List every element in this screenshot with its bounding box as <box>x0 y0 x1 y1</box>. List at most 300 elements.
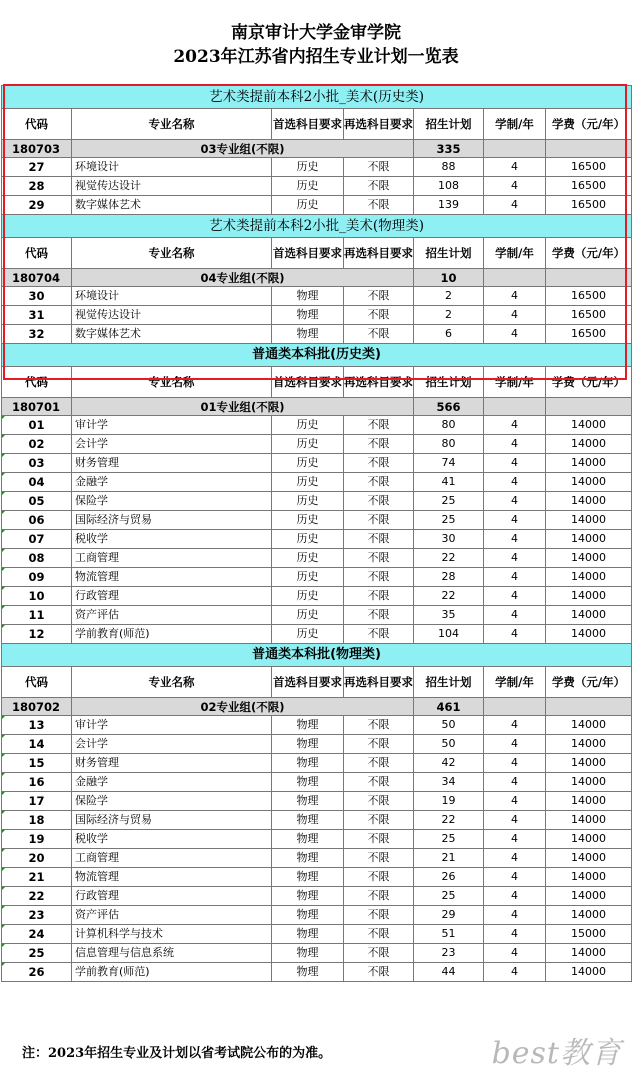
major-name: 国际经济与贸易 <box>72 511 272 530</box>
header-second-subject: 再选科目要求 <box>344 109 414 140</box>
table-row <box>2 735 632 754</box>
group-empty-cell <box>546 269 632 287</box>
second-subject: 不限 <box>344 306 414 325</box>
first-subject: 物理 <box>272 716 344 735</box>
tuition-fee: 16500 <box>546 196 632 215</box>
group-code: 180704 <box>2 269 72 287</box>
plan-count: 50 <box>414 716 484 735</box>
header-major: 专业名称 <box>72 367 272 398</box>
header-code: 代码 <box>2 367 72 398</box>
tuition-fee: 14000 <box>546 530 632 549</box>
plan-count: 23 <box>414 944 484 963</box>
study-years: 4 <box>484 325 546 344</box>
major-name: 国际经济与贸易 <box>72 811 272 830</box>
group-plan: 10 <box>414 269 484 287</box>
major-name: 会计学 <box>72 435 272 454</box>
document-title-line2: 2023年江苏省内招生专业计划一览表 <box>173 47 459 67</box>
header-row <box>2 109 632 140</box>
major-name: 学前教育(师范) <box>72 625 272 644</box>
major-code: 19 <box>2 830 72 849</box>
table-row <box>2 196 632 215</box>
section-title-row <box>2 86 632 109</box>
study-years: 4 <box>484 906 546 925</box>
major-name: 税收学 <box>72 830 272 849</box>
section-title-row <box>2 215 632 238</box>
plan-count: 34 <box>414 773 484 792</box>
header-first-subject: 首选科目要求 <box>272 367 344 398</box>
tuition-fee: 14000 <box>546 473 632 492</box>
plan-count: 108 <box>414 177 484 196</box>
header-second-subject: 再选科目要求 <box>344 667 414 698</box>
plan-count: 41 <box>414 473 484 492</box>
plan-count: 25 <box>414 511 484 530</box>
tuition-fee: 14000 <box>546 944 632 963</box>
header-plan: 招生计划 <box>414 367 484 398</box>
table-row <box>2 530 632 549</box>
plan-count: 80 <box>414 435 484 454</box>
major-code: 07 <box>2 530 72 549</box>
major-code: 01 <box>2 416 72 435</box>
study-years: 4 <box>484 306 546 325</box>
major-name: 保险学 <box>72 792 272 811</box>
major-code: 04 <box>2 473 72 492</box>
second-subject: 不限 <box>344 177 414 196</box>
plan-count: 139 <box>414 196 484 215</box>
group-name: 03专业组(不限) <box>72 140 414 158</box>
second-subject: 不限 <box>344 606 414 625</box>
table-row <box>2 587 632 606</box>
table-row <box>2 754 632 773</box>
header-fee: 学费（元/年） <box>546 109 632 140</box>
plan-count: 21 <box>414 849 484 868</box>
study-years: 4 <box>484 811 546 830</box>
major-code: 02 <box>2 435 72 454</box>
table-row <box>2 625 632 644</box>
second-subject: 不限 <box>344 830 414 849</box>
tuition-fee: 16500 <box>546 325 632 344</box>
major-code: 27 <box>2 158 72 177</box>
study-years: 4 <box>484 849 546 868</box>
header-plan: 招生计划 <box>414 667 484 698</box>
first-subject: 物理 <box>272 811 344 830</box>
first-subject: 物理 <box>272 306 344 325</box>
major-name: 保险学 <box>72 492 272 511</box>
first-subject: 物理 <box>272 792 344 811</box>
major-name: 行政管理 <box>72 887 272 906</box>
study-years: 4 <box>484 925 546 944</box>
group-plan: 461 <box>414 698 484 716</box>
major-name: 资产评估 <box>72 606 272 625</box>
header-years: 学制/年 <box>484 238 546 269</box>
tuition-fee: 15000 <box>546 925 632 944</box>
major-name: 财务管理 <box>72 754 272 773</box>
major-code: 23 <box>2 906 72 925</box>
table-row <box>2 887 632 906</box>
first-subject: 物理 <box>272 754 344 773</box>
table-row <box>2 454 632 473</box>
plan-count: 51 <box>414 925 484 944</box>
second-subject: 不限 <box>344 435 414 454</box>
plan-count: 42 <box>414 754 484 773</box>
watermark: best教育 <box>491 1036 622 1071</box>
major-name: 税收学 <box>72 530 272 549</box>
study-years: 4 <box>484 830 546 849</box>
table-row <box>2 944 632 963</box>
group-empty-cell <box>546 698 632 716</box>
group-plan: 335 <box>414 140 484 158</box>
group-empty-cell <box>484 140 546 158</box>
major-name: 物流管理 <box>72 868 272 887</box>
major-code: 10 <box>2 587 72 606</box>
study-years: 4 <box>484 773 546 792</box>
document-title-line1: 南京审计大学金审学院 <box>231 23 401 43</box>
major-name: 工商管理 <box>72 549 272 568</box>
group-name: 02专业组(不限) <box>72 698 414 716</box>
table-row <box>2 158 632 177</box>
plan-count: 44 <box>414 963 484 982</box>
major-name: 环境设计 <box>72 158 272 177</box>
header-fee: 学费（元/年） <box>546 367 632 398</box>
header-fee: 学费（元/年） <box>546 667 632 698</box>
major-code: 20 <box>2 849 72 868</box>
study-years: 4 <box>484 587 546 606</box>
major-name: 审计学 <box>72 716 272 735</box>
study-years: 4 <box>484 944 546 963</box>
group-empty-cell <box>546 140 632 158</box>
admission-plan-table <box>1 85 632 982</box>
major-code: 24 <box>2 925 72 944</box>
second-subject: 不限 <box>344 868 414 887</box>
major-code: 31 <box>2 306 72 325</box>
major-code: 30 <box>2 287 72 306</box>
first-subject: 物理 <box>272 906 344 925</box>
plan-count: 28 <box>414 568 484 587</box>
second-subject: 不限 <box>344 287 414 306</box>
group-plan: 566 <box>414 398 484 416</box>
study-years: 4 <box>484 735 546 754</box>
table-row <box>2 963 632 982</box>
second-subject: 不限 <box>344 963 414 982</box>
second-subject: 不限 <box>344 196 414 215</box>
study-years: 4 <box>484 492 546 511</box>
plan-count: 25 <box>414 887 484 906</box>
footnote: 注：2023年招生专业及计划以省考试院公布的为准。 <box>22 1046 332 1061</box>
plan-count: 6 <box>414 325 484 344</box>
section-title: 艺术类提前本科2小批_美术(物理类) <box>2 215 632 238</box>
table-row <box>2 325 632 344</box>
study-years: 4 <box>484 473 546 492</box>
study-years: 4 <box>484 549 546 568</box>
plan-count: 2 <box>414 306 484 325</box>
tuition-fee: 14000 <box>546 792 632 811</box>
major-code: 03 <box>2 454 72 473</box>
table-row <box>2 830 632 849</box>
major-code: 21 <box>2 868 72 887</box>
table-row <box>2 716 632 735</box>
table-row <box>2 416 632 435</box>
first-subject: 历史 <box>272 511 344 530</box>
plan-count: 29 <box>414 906 484 925</box>
second-subject: 不限 <box>344 511 414 530</box>
second-subject: 不限 <box>344 754 414 773</box>
first-subject: 物理 <box>272 925 344 944</box>
tuition-fee: 14000 <box>546 454 632 473</box>
major-name: 资产评估 <box>72 906 272 925</box>
header-plan: 招生计划 <box>414 109 484 140</box>
first-subject: 物理 <box>272 944 344 963</box>
second-subject: 不限 <box>344 454 414 473</box>
group-code: 180701 <box>2 398 72 416</box>
major-name: 视觉传达设计 <box>72 306 272 325</box>
first-subject: 历史 <box>272 568 344 587</box>
major-name: 会计学 <box>72 735 272 754</box>
major-name: 行政管理 <box>72 587 272 606</box>
plan-count: 19 <box>414 792 484 811</box>
tuition-fee: 14000 <box>546 811 632 830</box>
group-empty-cell <box>484 698 546 716</box>
group-code: 180702 <box>2 698 72 716</box>
header-code: 代码 <box>2 667 72 698</box>
second-subject: 不限 <box>344 549 414 568</box>
study-years: 4 <box>484 287 546 306</box>
plan-count: 25 <box>414 492 484 511</box>
major-code: 18 <box>2 811 72 830</box>
major-name: 环境设计 <box>72 287 272 306</box>
first-subject: 历史 <box>272 435 344 454</box>
major-code: 25 <box>2 944 72 963</box>
second-subject: 不限 <box>344 887 414 906</box>
second-subject: 不限 <box>344 773 414 792</box>
major-name: 数字媒体艺术 <box>72 325 272 344</box>
section-title-row <box>2 344 632 367</box>
second-subject: 不限 <box>344 587 414 606</box>
plan-count: 22 <box>414 587 484 606</box>
major-name: 金融学 <box>72 773 272 792</box>
group-empty-cell <box>484 398 546 416</box>
tuition-fee: 14000 <box>546 849 632 868</box>
group-empty-cell <box>546 398 632 416</box>
second-subject: 不限 <box>344 416 414 435</box>
study-years: 4 <box>484 792 546 811</box>
header-second-subject: 再选科目要求 <box>344 238 414 269</box>
first-subject: 历史 <box>272 454 344 473</box>
table-row <box>2 849 632 868</box>
header-fee: 学费（元/年） <box>546 238 632 269</box>
study-years: 4 <box>484 754 546 773</box>
section-title: 普通类本科批(历史类) <box>2 344 632 367</box>
major-code: 15 <box>2 754 72 773</box>
plan-count: 22 <box>414 811 484 830</box>
table-row <box>2 811 632 830</box>
header-plan: 招生计划 <box>414 238 484 269</box>
study-years: 4 <box>484 716 546 735</box>
first-subject: 历史 <box>272 473 344 492</box>
major-code: 29 <box>2 196 72 215</box>
header-row <box>2 667 632 698</box>
major-code: 09 <box>2 568 72 587</box>
header-row <box>2 367 632 398</box>
major-name: 计算机科学与技术 <box>72 925 272 944</box>
second-subject: 不限 <box>344 811 414 830</box>
group-row <box>2 398 632 416</box>
study-years: 4 <box>484 177 546 196</box>
first-subject: 历史 <box>272 587 344 606</box>
plan-count: 104 <box>414 625 484 644</box>
first-subject: 历史 <box>272 492 344 511</box>
tuition-fee: 14000 <box>546 492 632 511</box>
header-years: 学制/年 <box>484 367 546 398</box>
tuition-fee: 16500 <box>546 158 632 177</box>
study-years: 4 <box>484 868 546 887</box>
plan-count: 25 <box>414 830 484 849</box>
major-code: 14 <box>2 735 72 754</box>
tuition-fee: 14000 <box>546 549 632 568</box>
first-subject: 物理 <box>272 325 344 344</box>
section-title-row <box>2 644 632 667</box>
second-subject: 不限 <box>344 735 414 754</box>
header-years: 学制/年 <box>484 109 546 140</box>
table-row <box>2 773 632 792</box>
first-subject: 物理 <box>272 830 344 849</box>
section-title: 普通类本科批(物理类) <box>2 644 632 667</box>
first-subject: 历史 <box>272 177 344 196</box>
tuition-fee: 14000 <box>546 625 632 644</box>
table-row <box>2 306 632 325</box>
tuition-fee: 14000 <box>546 754 632 773</box>
major-name: 视觉传达设计 <box>72 177 272 196</box>
second-subject: 不限 <box>344 492 414 511</box>
second-subject: 不限 <box>344 158 414 177</box>
header-first-subject: 首选科目要求 <box>272 109 344 140</box>
first-subject: 历史 <box>272 416 344 435</box>
first-subject: 物理 <box>272 287 344 306</box>
plan-count: 2 <box>414 287 484 306</box>
tuition-fee: 14000 <box>546 906 632 925</box>
second-subject: 不限 <box>344 906 414 925</box>
tuition-fee: 14000 <box>546 568 632 587</box>
study-years: 4 <box>484 887 546 906</box>
table-row <box>2 492 632 511</box>
major-name: 财务管理 <box>72 454 272 473</box>
major-name: 数字媒体艺术 <box>72 196 272 215</box>
plan-count: 30 <box>414 530 484 549</box>
plan-count: 26 <box>414 868 484 887</box>
header-code: 代码 <box>2 238 72 269</box>
header-first-subject: 首选科目要求 <box>272 238 344 269</box>
tuition-fee: 14000 <box>546 416 632 435</box>
plan-count: 35 <box>414 606 484 625</box>
major-code: 11 <box>2 606 72 625</box>
major-code: 22 <box>2 887 72 906</box>
first-subject: 历史 <box>272 158 344 177</box>
plan-count: 80 <box>414 416 484 435</box>
study-years: 4 <box>484 435 546 454</box>
major-code: 08 <box>2 549 72 568</box>
major-code: 26 <box>2 963 72 982</box>
header-code: 代码 <box>2 109 72 140</box>
first-subject: 物理 <box>272 868 344 887</box>
first-subject: 物理 <box>272 849 344 868</box>
first-subject: 物理 <box>272 773 344 792</box>
tuition-fee: 14000 <box>546 868 632 887</box>
header-row <box>2 238 632 269</box>
first-subject: 历史 <box>272 549 344 568</box>
study-years: 4 <box>484 963 546 982</box>
tuition-fee: 14000 <box>546 773 632 792</box>
tuition-fee: 16500 <box>546 306 632 325</box>
table-row <box>2 568 632 587</box>
table-row <box>2 868 632 887</box>
first-subject: 历史 <box>272 530 344 549</box>
table-row <box>2 435 632 454</box>
major-code: 12 <box>2 625 72 644</box>
major-name: 工商管理 <box>72 849 272 868</box>
major-name: 信息管理与信息系统 <box>72 944 272 963</box>
tuition-fee: 14000 <box>546 830 632 849</box>
study-years: 4 <box>484 606 546 625</box>
tuition-fee: 16500 <box>546 177 632 196</box>
section-title: 艺术类提前本科2小批_美术(历史类) <box>2 86 632 109</box>
header-major: 专业名称 <box>72 109 272 140</box>
major-code: 32 <box>2 325 72 344</box>
major-code: 17 <box>2 792 72 811</box>
major-name: 学前教育(师范) <box>72 963 272 982</box>
second-subject: 不限 <box>344 849 414 868</box>
first-subject: 历史 <box>272 606 344 625</box>
table-row <box>2 549 632 568</box>
second-subject: 不限 <box>344 530 414 549</box>
second-subject: 不限 <box>344 568 414 587</box>
tuition-fee: 16500 <box>546 287 632 306</box>
table-row <box>2 473 632 492</box>
major-name: 物流管理 <box>72 568 272 587</box>
second-subject: 不限 <box>344 325 414 344</box>
plan-count: 88 <box>414 158 484 177</box>
first-subject: 历史 <box>272 625 344 644</box>
table-row <box>2 177 632 196</box>
study-years: 4 <box>484 530 546 549</box>
header-major: 专业名称 <box>72 667 272 698</box>
tuition-fee: 14000 <box>546 735 632 754</box>
table-row <box>2 792 632 811</box>
tuition-fee: 14000 <box>546 887 632 906</box>
major-code: 06 <box>2 511 72 530</box>
plan-count: 50 <box>414 735 484 754</box>
group-row <box>2 269 632 287</box>
tuition-fee: 14000 <box>546 587 632 606</box>
study-years: 4 <box>484 416 546 435</box>
table-row <box>2 925 632 944</box>
group-row <box>2 140 632 158</box>
table-row <box>2 906 632 925</box>
plan-count: 74 <box>414 454 484 473</box>
table-row <box>2 511 632 530</box>
group-name: 01专业组(不限) <box>72 398 414 416</box>
major-code: 05 <box>2 492 72 511</box>
second-subject: 不限 <box>344 625 414 644</box>
tuition-fee: 14000 <box>546 435 632 454</box>
study-years: 4 <box>484 158 546 177</box>
major-code: 28 <box>2 177 72 196</box>
second-subject: 不限 <box>344 792 414 811</box>
header-second-subject: 再选科目要求 <box>344 367 414 398</box>
major-code: 16 <box>2 773 72 792</box>
group-empty-cell <box>484 269 546 287</box>
header-first-subject: 首选科目要求 <box>272 667 344 698</box>
header-years: 学制/年 <box>484 667 546 698</box>
major-name: 审计学 <box>72 416 272 435</box>
first-subject: 物理 <box>272 887 344 906</box>
